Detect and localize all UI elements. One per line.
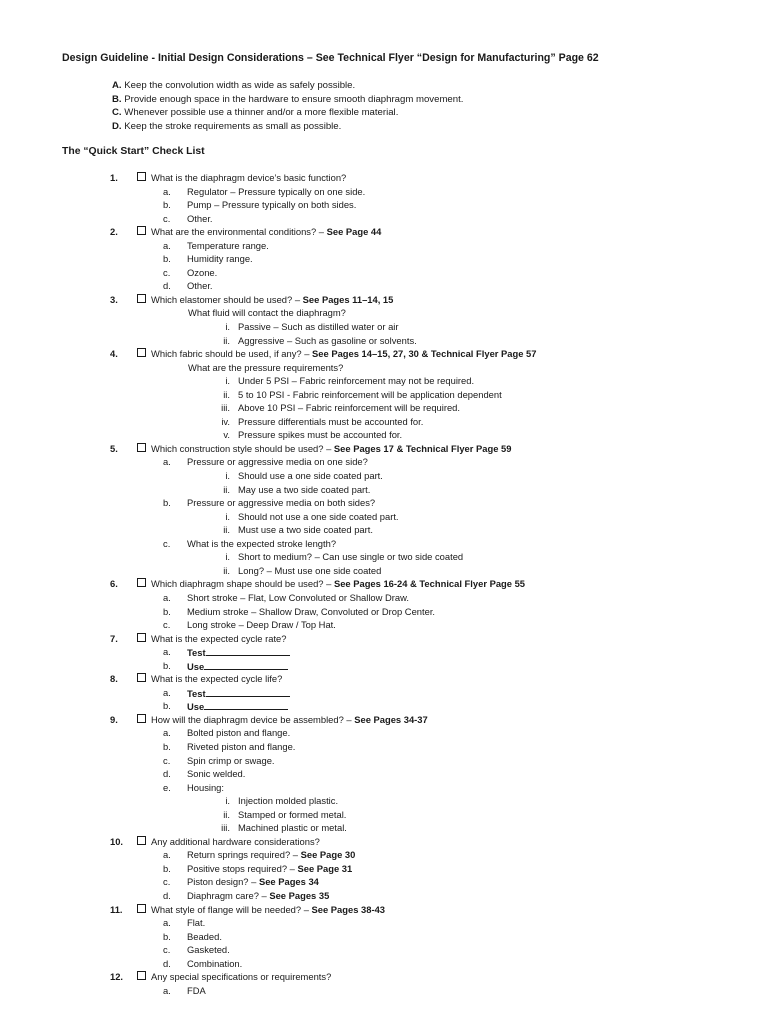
- suboption-text: Under 5 PSI – Fabric reinforcement may not be required.: [238, 375, 475, 387]
- question-number: 7.: [110, 632, 118, 644]
- option-text: [187, 253, 253, 264]
- option-text: [187, 240, 269, 251]
- checklist-suboption: [0, 375, 768, 389]
- option-label: b.: [163, 930, 171, 942]
- option-body: Short stroke – Flat, Low Convoluted or Shallow Draw.: [187, 591, 409, 603]
- question-number: 5.: [110, 442, 118, 454]
- option-body: Medium stroke – Shallow Draw, Convoluted or Drop Center.: [187, 605, 436, 617]
- checkbox-icon[interactable]: [137, 294, 146, 303]
- option-text: [187, 687, 290, 699]
- question-body: Any special specifications or requirements?: [151, 971, 332, 983]
- question-text: [151, 673, 282, 684]
- checkbox-icon[interactable]: [137, 971, 146, 980]
- guideline-item: [112, 93, 463, 107]
- checklist-suboption: [0, 795, 768, 809]
- option-text: [187, 917, 205, 928]
- option-body: Combination.: [187, 957, 243, 969]
- option-label: c.: [163, 266, 171, 278]
- option-body: Other.: [187, 212, 213, 224]
- suboption-label: iv.: [221, 415, 230, 427]
- option-body: Regulator – Pressure typically on one side.: [187, 185, 366, 197]
- checklist-question: [0, 714, 768, 728]
- question-text: [151, 348, 536, 359]
- checkbox-icon[interactable]: [137, 348, 146, 357]
- checklist-suboption: [0, 551, 768, 565]
- page-reference: See Pages 34: [258, 876, 319, 888]
- page-reference: See Pages 11–14, 15: [302, 293, 394, 305]
- suboption-label: iii.: [221, 402, 230, 414]
- option-text: [187, 727, 290, 738]
- checkbox-icon[interactable]: [137, 836, 146, 845]
- question-body: Which elastomer should be used? –: [151, 293, 303, 305]
- option-label: b.: [163, 862, 171, 874]
- option-body: Ozone.: [187, 266, 218, 278]
- option-label: a.: [163, 984, 171, 996]
- option-body: Spin crimp or swage.: [187, 754, 275, 766]
- suboption-text: 5 to 10 PSI - Fabric reinforcement will be application dependent: [238, 388, 502, 400]
- suboption-label: iii.: [221, 822, 230, 834]
- suboption-label: i.: [225, 470, 230, 482]
- option-body: Test: [187, 647, 206, 659]
- option-text: [187, 267, 217, 278]
- checklist-option: [0, 186, 768, 200]
- option-body: Use: [187, 701, 205, 713]
- suboption-label: ii.: [223, 334, 230, 346]
- checklist-option: [0, 944, 768, 958]
- checklist-suboption: [0, 470, 768, 484]
- option-label: d.: [163, 957, 171, 969]
- checklist-suboption: [0, 389, 768, 403]
- checklist-option: [0, 890, 768, 904]
- checklist-suboption: [0, 402, 768, 416]
- checkbox-icon[interactable]: [137, 714, 146, 723]
- question-number: 12.: [110, 971, 124, 983]
- guideline-item: [112, 106, 463, 120]
- option-text: [187, 538, 336, 549]
- option-body: Sonic welded.: [187, 768, 246, 780]
- option-body: Use: [187, 660, 205, 672]
- checklist-option: [0, 782, 768, 796]
- option-body: Pressure or aggressive media on both sides?: [187, 497, 376, 509]
- suboption-label: ii.: [223, 564, 230, 576]
- checklist-option: [0, 606, 768, 620]
- checklist-heading: The “Quick Start” Check List: [62, 146, 205, 157]
- checklist-question: [0, 836, 768, 850]
- checkbox-icon[interactable]: [137, 226, 146, 235]
- checklist-option: [0, 199, 768, 213]
- question-text: [151, 226, 381, 237]
- checklist-option: [0, 931, 768, 945]
- guideline-label: A.: [112, 80, 122, 91]
- guideline-text: Provide enough space in the hardware to ensure smooth diaphragm movement.: [121, 93, 464, 105]
- option-text: [187, 213, 213, 224]
- option-text: [187, 890, 329, 901]
- suboption-text: Pressure differentials must be accounted for.: [238, 415, 424, 427]
- suboption-label: ii.: [223, 808, 230, 820]
- option-body: Test: [187, 687, 206, 699]
- option-body: Gasketed.: [187, 944, 230, 956]
- suboption-label: ii.: [223, 524, 230, 536]
- checklist-option: [0, 863, 768, 877]
- checklist-suboption: [0, 822, 768, 836]
- option-label: c.: [163, 944, 171, 956]
- guideline-text: Keep the convolution width as wide as safely possible.: [121, 80, 356, 91]
- option-text: [187, 646, 290, 658]
- suboption-text: Above 10 PSI – Fabric reinforcement will be required.: [238, 402, 460, 414]
- option-text: [187, 456, 368, 467]
- option-label: b.: [163, 253, 171, 265]
- option-text: [187, 768, 245, 779]
- checklist-question: [0, 578, 768, 592]
- checklist-option: [0, 280, 768, 294]
- checklist-prompt: [0, 307, 768, 321]
- suboption-text: May use a two side coated part.: [238, 483, 371, 495]
- question-body: What is the expected cycle life?: [151, 673, 283, 685]
- suboption-text: Stamped or formed metal.: [238, 808, 347, 820]
- option-label: a.: [163, 456, 171, 468]
- suboption-text: Must use a two side coated part.: [238, 524, 373, 536]
- design-guidelines: [112, 79, 463, 133]
- question-body: How will the diaphragm device be assembled? –: [151, 713, 355, 725]
- suboption-label: ii.: [223, 388, 230, 400]
- checkbox-icon[interactable]: [137, 172, 146, 181]
- checklist-suboption: [0, 321, 768, 335]
- option-body: Piston design? –: [187, 876, 259, 888]
- question-number: 1.: [110, 172, 118, 183]
- page-reference: See Pages 16-24 & Technical Flyer Page 55: [333, 578, 526, 590]
- checklist-question: [0, 633, 768, 647]
- checklist-suboption: [0, 335, 768, 349]
- option-label: a.: [163, 591, 171, 603]
- option-label: c.: [163, 619, 171, 631]
- option-text: [187, 497, 375, 508]
- guideline-text: Whenever possible use a thinner and/or a more flexible material.: [121, 107, 399, 118]
- suboption-text: Injection molded plastic.: [238, 795, 339, 807]
- option-label: b.: [163, 659, 171, 671]
- page-reference: See Pages 38-43: [311, 903, 386, 915]
- guideline-item: [112, 120, 463, 134]
- option-body: FDA: [187, 984, 206, 996]
- checklist-option: [0, 538, 768, 552]
- option-body: Flat.: [187, 917, 206, 929]
- suboption-label: i.: [225, 321, 230, 333]
- question-text: [151, 443, 511, 454]
- option-text: [187, 619, 336, 630]
- checklist-option: [0, 213, 768, 227]
- option-body: Beaded.: [187, 930, 222, 942]
- option-body: Humidity range.: [187, 253, 253, 265]
- option-label: d.: [163, 280, 171, 292]
- prompt-text: What are the pressure requirements?: [188, 361, 344, 373]
- option-text: [187, 958, 242, 969]
- question-body: What is the expected cycle rate?: [151, 632, 287, 644]
- checklist-option: [0, 755, 768, 769]
- option-label: a.: [163, 849, 171, 861]
- checklist-option: [0, 917, 768, 931]
- option-text: [187, 985, 206, 996]
- checklist-question: [0, 971, 768, 985]
- option-label: c.: [163, 754, 171, 766]
- option-text: [187, 700, 288, 712]
- suboption-label: i.: [225, 795, 230, 807]
- checklist-question: [0, 226, 768, 240]
- page-reference: See Pages 34-37: [354, 713, 428, 725]
- guideline-label: B.: [112, 93, 122, 105]
- option-label: b.: [163, 199, 171, 211]
- checklist-option: [0, 240, 768, 254]
- fill-in-blank[interactable]: [206, 646, 290, 656]
- checkbox-icon[interactable]: [137, 578, 146, 587]
- question-body: Which construction style should be used? –: [151, 442, 334, 454]
- page-reference: See Page 44: [326, 226, 382, 238]
- option-label: a.: [163, 185, 171, 197]
- suboption-text: Machined plastic or metal.: [238, 822, 347, 834]
- option-text: [187, 280, 213, 291]
- option-body: Bolted piston and flange.: [187, 727, 291, 739]
- option-label: b.: [163, 497, 171, 509]
- question-text: [151, 172, 346, 183]
- option-label: a.: [163, 727, 171, 739]
- option-body: Other.: [187, 280, 213, 292]
- checklist-question: [0, 904, 768, 918]
- checklist-option: [0, 727, 768, 741]
- option-label: d.: [163, 768, 171, 780]
- option-text: [187, 782, 224, 793]
- option-body: Riveted piston and flange.: [187, 740, 296, 752]
- option-body: Pressure or aggressive media on one side?: [187, 456, 368, 468]
- suboption-label: i.: [225, 375, 230, 387]
- checklist-suboption: [0, 511, 768, 525]
- fill-in-blank[interactable]: [204, 700, 288, 710]
- question-body: What are the environmental conditions? –: [151, 226, 327, 238]
- option-text: [187, 660, 288, 672]
- option-text: [187, 755, 275, 766]
- question-number: 11.: [110, 903, 123, 915]
- checklist-option: [0, 768, 768, 782]
- suboption-text: Should not use a one side coated part.: [238, 510, 399, 522]
- checklist-question: [0, 172, 768, 186]
- question-text: [151, 714, 428, 725]
- option-body: Return springs required? –: [187, 849, 301, 861]
- suboption-label: v.: [223, 429, 230, 441]
- option-label: b.: [163, 605, 171, 617]
- question-text: [151, 294, 393, 305]
- suboption-label: ii.: [223, 483, 230, 495]
- option-body: Pump – Pressure typically on both sides.: [187, 199, 357, 211]
- checklist-option: [0, 985, 768, 999]
- option-body: Long stroke – Deep Draw / Top Hat.: [187, 619, 336, 631]
- checklist-option: [0, 660, 768, 674]
- checklist-suboption: [0, 416, 768, 430]
- page-reference: See Page 30: [300, 849, 356, 861]
- question-number: 2.: [110, 226, 118, 238]
- checklist-option: [0, 619, 768, 633]
- guideline-item: [112, 79, 463, 93]
- checklist-option: [0, 253, 768, 267]
- question-number: 3.: [110, 293, 118, 305]
- checklist-option: [0, 646, 768, 660]
- question-text: [151, 836, 320, 847]
- checkbox-icon[interactable]: [137, 904, 146, 913]
- question-text: [151, 578, 525, 589]
- option-label: a.: [163, 917, 171, 929]
- checklist-prompt: [0, 362, 768, 376]
- question-text: [151, 904, 385, 915]
- checklist-question: [0, 294, 768, 308]
- option-label: c.: [163, 876, 171, 888]
- suboption-label: i.: [225, 510, 230, 522]
- option-label: c.: [163, 537, 171, 549]
- option-body: Temperature range.: [187, 239, 269, 251]
- option-body: What is the expected stroke length?: [187, 537, 337, 549]
- option-body: Positive stops required? –: [187, 862, 298, 874]
- option-text: [187, 741, 295, 752]
- checklist-option: [0, 741, 768, 755]
- prompt-text: What fluid will contact the diaphragm?: [188, 307, 346, 319]
- option-label: a.: [163, 239, 171, 251]
- option-text: [187, 199, 356, 210]
- guideline-text: Keep the stroke requirements as small as possible.: [121, 120, 342, 132]
- page-reference: See Pages 35: [269, 889, 330, 901]
- checklist-option: [0, 592, 768, 606]
- option-label: d.: [163, 889, 171, 901]
- quick-start-checklist: [0, 172, 768, 998]
- page-reference: See Pages 14–15, 27, 30 & Technical Flyer Page 57: [312, 348, 537, 360]
- checklist-option: [0, 456, 768, 470]
- suboption-text: Aggressive – Such as gasoline or solvents.: [238, 334, 417, 346]
- fill-in-blank[interactable]: [206, 687, 290, 697]
- question-number: 4.: [110, 348, 118, 360]
- checkbox-icon[interactable]: [137, 443, 146, 452]
- option-text: [187, 606, 435, 617]
- option-body: Housing:: [187, 781, 225, 793]
- checklist-suboption: [0, 484, 768, 498]
- question-number: 8.: [110, 673, 118, 685]
- page-reference: See Page 31: [297, 862, 353, 874]
- checklist-question: [0, 673, 768, 687]
- suboption-text: Long? – Must use one side coated: [238, 564, 382, 576]
- page-reference: See Pages 17 & Technical Flyer Page 59: [333, 442, 512, 454]
- checkbox-icon[interactable]: [137, 633, 146, 642]
- checklist-suboption: [0, 565, 768, 579]
- option-text: [187, 931, 222, 942]
- checklist-suboption: [0, 429, 768, 443]
- option-text: [187, 592, 409, 603]
- option-text: [187, 849, 355, 860]
- option-label: b.: [163, 740, 171, 752]
- option-label: a.: [163, 646, 171, 658]
- checklist-option: [0, 958, 768, 972]
- suboption-text: Short to medium? – Can use single or two side coated: [238, 551, 464, 563]
- question-text: [151, 971, 331, 982]
- suboption-text: Passive – Such as distilled water or air: [238, 321, 399, 333]
- page-title: Design Guideline - Initial Design Considerations – See Technical Flyer “Design for Manufacturing” Page 62: [62, 52, 599, 64]
- question-body: Which diaphragm shape should be used? –: [151, 578, 334, 590]
- option-text: [187, 863, 352, 874]
- fill-in-blank[interactable]: [204, 660, 288, 670]
- checklist-option: [0, 700, 768, 714]
- option-text: [187, 186, 365, 197]
- checklist-option: [0, 687, 768, 701]
- checklist-question: [0, 443, 768, 457]
- option-body: Diaphragm care? –: [187, 889, 270, 901]
- option-label: e.: [163, 781, 171, 793]
- question-number: 9.: [110, 713, 118, 725]
- option-label: c.: [163, 212, 171, 224]
- checklist-suboption: [0, 809, 768, 823]
- checklist-option: [0, 849, 768, 863]
- suboption-label: i.: [225, 551, 230, 563]
- option-text: [187, 876, 319, 887]
- checklist-option: [0, 876, 768, 890]
- question-body: What style of flange will be needed? –: [151, 903, 312, 915]
- suboption-text: Should use a one side coated part.: [238, 470, 383, 482]
- checklist-option: [0, 267, 768, 281]
- checkbox-icon[interactable]: [137, 673, 146, 682]
- question-text: [151, 633, 286, 644]
- guideline-label: C.: [112, 107, 122, 118]
- checklist-option: [0, 497, 768, 511]
- question-number: 6.: [110, 578, 118, 590]
- checklist-suboption: [0, 524, 768, 538]
- question-body: Any additional hardware considerations?: [151, 835, 320, 847]
- suboption-text: Pressure spikes must be accounted for.: [238, 429, 403, 441]
- option-text: [187, 944, 230, 955]
- question-number: 10.: [110, 835, 124, 847]
- option-label: b.: [163, 700, 171, 712]
- option-label: a.: [163, 686, 171, 698]
- question-body: Which fabric should be used, if any? –: [151, 348, 313, 360]
- checklist-question: [0, 348, 768, 362]
- question-body: What is the diaphragm device’s basic function?: [151, 172, 347, 183]
- guideline-label: D.: [112, 120, 122, 132]
